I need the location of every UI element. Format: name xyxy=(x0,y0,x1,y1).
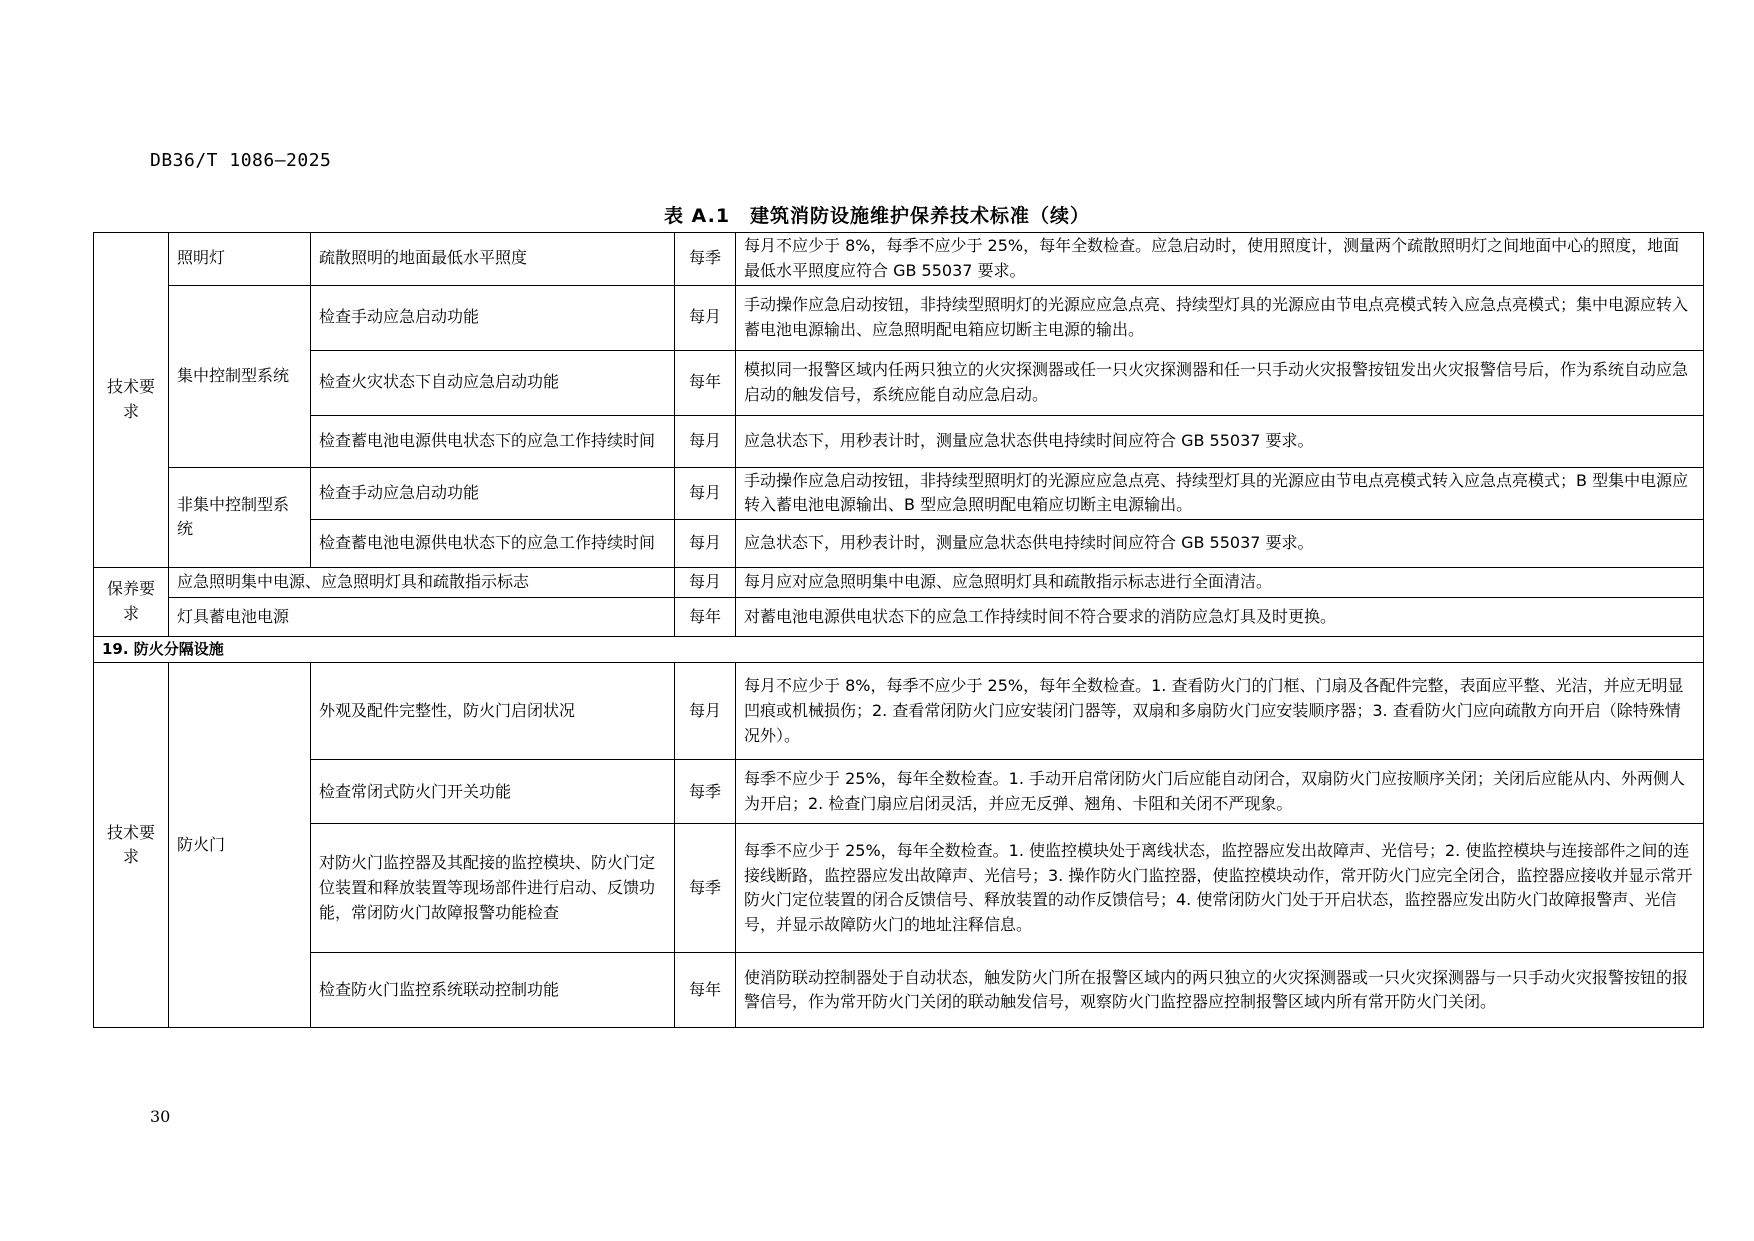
table-row xyxy=(94,350,1704,415)
method-cell: 每季不应少于 25%，每年全数检查。1. 使监控模块处于离线状态，监控器应发出故障声、光信号；2. 使监控模块与连接部件之间的连接线断路，监控器应发出故障声、光信号；3. 操作防火门监控器，使监控模块动作，常开防火门应完全闭合，监控器应接收并显示常开防火门定位装置的闭合反馈信号、释放装置的动作反馈信号；4. 使常闭防火门处于开启状态，监控器应发出防火门故障报警声、光信号，并显示故障防火门的地址注释信息。 xyxy=(736,824,1704,953)
subcategory-cell: 集中控制型系统 xyxy=(169,285,311,467)
category-cell: 保养要求 xyxy=(94,568,169,637)
method-cell: 每季不应少于 25%，每年全数检查。1. 手动开启常闭防火门后应能自动闭合，双扇防火门应按顺序关闭；关闭后应能从内、外两侧人为开启；2. 检查门扇应启闭灵活，并应无反弹、翘角、卡阻和关闭不严现象。 xyxy=(736,760,1704,824)
subcategory-cell: 非集中控制型系统 xyxy=(169,467,311,568)
method-cell: 手动操作应急启动按钮，非持续型照明灯的光源应应急点亮、持续型灯具的光源应由节电点亮模式转入应急点亮模式；集中电源应转入蓄电池电源输出、应急照明配电箱应切断主电源的输出。 xyxy=(736,285,1704,350)
frequency-cell: 每月 xyxy=(675,467,736,520)
frequency-cell: 每年 xyxy=(675,350,736,415)
method-cell: 应急状态下，用秒表计时，测量应急状态供电持续时间应符合 GB 55037 要求。 xyxy=(736,520,1704,568)
frequency-cell: 每月 xyxy=(675,663,736,760)
check-item-cell: 检查手动应急启动功能 xyxy=(311,285,675,350)
table-row xyxy=(94,953,1704,1028)
section-heading: 19. 防火分隔设施 xyxy=(94,637,1704,663)
page-number: 30 xyxy=(150,1107,171,1126)
method-cell: 应急状态下，用秒表计时，测量应急状态供电持续时间应符合 GB 55037 要求。 xyxy=(736,415,1704,467)
method-cell: 每月不应少于 8%，每季不应少于 25%，每年全数检查。1. 查看防火门的门框、门扇及各配件完整，表面应平整、光洁，并应无明显凹痕或机械损伤；2. 查看常闭防火门应安装闭门器等，双扇和多扇防火门应安装顺序器；3. 查看防火门应向疏散方向开启（除特殊情况外）。 xyxy=(736,663,1704,760)
check-item-cell: 灯具蓄电池电源 xyxy=(169,598,675,637)
frequency-cell: 每年 xyxy=(675,598,736,637)
method-cell: 每月不应少于 8%，每季不应少于 25%，每年全数检查。应急启动时，使用照度计，测量两个疏散照明灯之间地面中心的照度，地面最低水平照度应符合 GB 55037 要求。 xyxy=(736,233,1704,286)
method-cell: 对蓄电池电源供电状态下的应急工作持续时间不符合要求的消防应急灯具及时更换。 xyxy=(736,598,1704,637)
table-row xyxy=(94,568,1704,598)
category-cell: 技术要求 xyxy=(94,233,169,568)
table-row xyxy=(94,285,1704,350)
subcategory-cell: 照明灯 xyxy=(169,233,311,286)
frequency-cell: 每月 xyxy=(675,285,736,350)
table-row xyxy=(94,520,1704,568)
check-item-cell: 外观及配件完整性，防火门启闭状况 xyxy=(311,663,675,760)
table-row xyxy=(94,467,1704,520)
check-item-cell: 应急照明集中电源、应急照明灯具和疏散指示标志 xyxy=(169,568,675,598)
frequency-cell: 每月 xyxy=(675,415,736,467)
table-row xyxy=(94,760,1704,824)
frequency-cell: 每季 xyxy=(675,233,736,286)
table-title: 表 A.1 建筑消防设施维护保养技术标准（续） xyxy=(663,205,1091,227)
maintenance-standard-table xyxy=(93,232,1704,1028)
method-cell: 手动操作应急启动按钮，非持续型照明灯的光源应应急点亮、持续型灯具的光源应由节电点亮模式转入应急点亮模式；B 型集中电源应转入蓄电池电源输出、B 型应急照明配电箱应切断主电源输出。 xyxy=(736,467,1704,520)
table-row xyxy=(94,233,1704,286)
frequency-cell: 每季 xyxy=(675,760,736,824)
frequency-cell: 每月 xyxy=(675,568,736,598)
check-item-cell: 检查蓄电池电源供电状态下的应急工作持续时间 xyxy=(311,520,675,568)
check-item-cell: 对防火门监控器及其配接的监控模块、防火门定位装置和释放装置等现场部件进行启动、反馈功能，常闭防火门故障报警功能检查 xyxy=(311,824,675,953)
check-item-cell: 检查手动应急启动功能 xyxy=(311,467,675,520)
table-row xyxy=(94,663,1704,760)
subcategory-cell: 防火门 xyxy=(169,663,311,1028)
check-item-cell: 检查防火门监控系统联动控制功能 xyxy=(311,953,675,1028)
check-item-cell: 检查常闭式防火门开关功能 xyxy=(311,760,675,824)
document-code: DB36/T 1086—2025 xyxy=(150,150,332,171)
table-row xyxy=(94,824,1704,953)
table-row xyxy=(94,598,1704,637)
frequency-cell: 每年 xyxy=(675,953,736,1028)
check-item-cell: 检查蓄电池电源供电状态下的应急工作持续时间 xyxy=(311,415,675,467)
method-cell: 每月应对应急照明集中电源、应急照明灯具和疏散指示标志进行全面清洁。 xyxy=(736,568,1704,598)
frequency-cell: 每月 xyxy=(675,520,736,568)
table-row xyxy=(94,637,1704,663)
frequency-cell: 每季 xyxy=(675,824,736,953)
check-item-cell: 疏散照明的地面最低水平照度 xyxy=(311,233,675,286)
check-item-cell: 检查火灾状态下自动应急启动功能 xyxy=(311,350,675,415)
method-cell: 使消防联动控制器处于自动状态，触发防火门所在报警区域内的两只独立的火灾探测器或一只火灾探测器与一只手动火灾报警按钮的报警信号，作为常开防火门关闭的联动触发信号，观察防火门监控器应控制报警区域内所有常开防火门关闭。 xyxy=(736,953,1704,1028)
table-row xyxy=(94,415,1704,467)
method-cell: 模拟同一报警区域内任两只独立的火灾探测器或任一只火灾探测器和任一只手动火灾报警按钮发出火灾报警信号后，作为系统自动应急启动的触发信号，系统应能自动应急启动。 xyxy=(736,350,1704,415)
category-cell: 技术要求 xyxy=(94,663,169,1028)
